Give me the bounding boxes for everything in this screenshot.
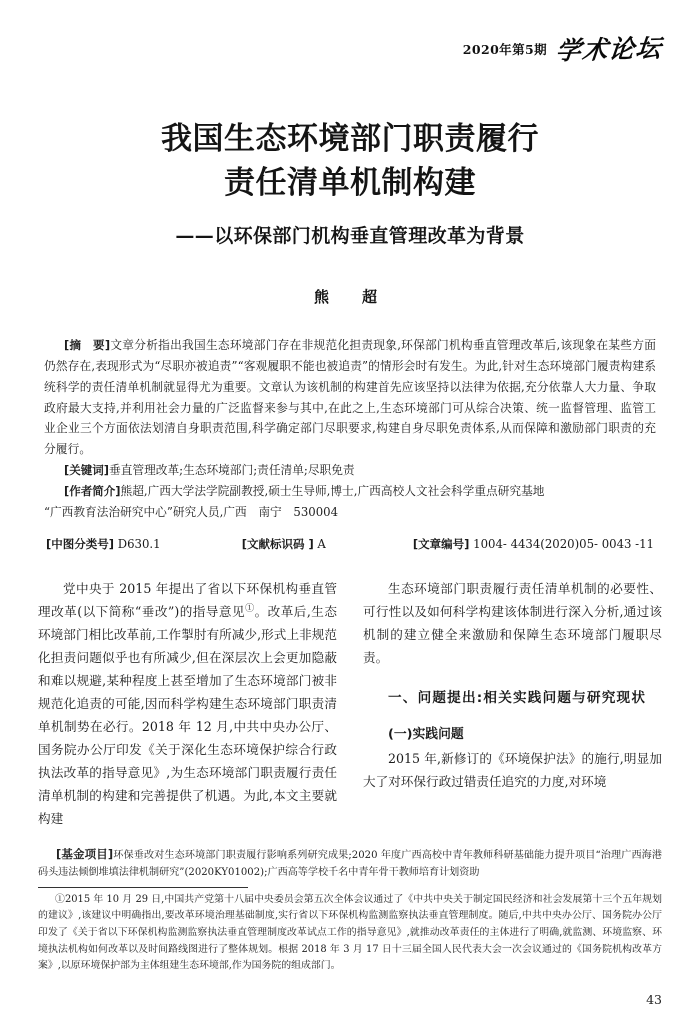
body-paragraph-right-1: 生态环境部门职责履行责任清单机制的必要性、可行性以及如何科学构建该体制进行深入分析,通过该机制的建立健全来激励和保障生态环境部门履职尽责。 — [363, 581, 662, 666]
subsection-heading-1: (一)实践问题 — [388, 726, 464, 742]
section-heading-1: 一、问题提出:相关实践问题与研究现状 — [388, 690, 647, 707]
keywords-label: [关键词] — [64, 463, 110, 477]
document-code-label: [文献标识码 ] — [241, 537, 314, 552]
body-paragraph-left-1 — [38, 578, 337, 830]
footnote-marker-1[interactable]: ① — [245, 604, 255, 615]
author-bio-line-cont: “广西教育法治研究中心”研究人员,广西 南宁 530004 — [44, 504, 339, 519]
article-id-value: 1004- 4434(2020)05- 0043 -11 — [473, 537, 654, 552]
page-number: 43 — [646, 992, 662, 1007]
clc-value: D630.1 — [117, 537, 161, 552]
page-masthead — [38, 0, 664, 66]
footnote-1 — [38, 892, 662, 975]
document-code-value: A — [317, 537, 326, 552]
fund-project-text: 环保垂改对生态环境部门职责履行影响系列研究成果;2020 年度广西高校中青年教师科研基础能力提升项目“治理广西海港码头违法倾倒堆填法律机制研究”(2020KY01002);广西高等学校千名中青年骨干教师培育计划资助 — [38, 849, 662, 879]
issue-label: 2020年第5期 — [462, 42, 547, 57]
body-column-right — [363, 578, 662, 830]
author-name: 熊 超 — [313, 288, 386, 307]
title-block — [38, 117, 662, 248]
abstract-label: [摘 要] — [64, 338, 111, 353]
footnote-1-marker: ① — [55, 893, 65, 905]
footnotes-area — [38, 845, 662, 975]
journal-logo: 学术论坛 — [554, 33, 664, 66]
metadata-block — [38, 335, 662, 522]
body-left-1-text: 党中央于 2015 年提出了省以下环保机构垂直管理改革(以下简称“垂改”)的指导意见 — [38, 581, 337, 620]
footnote-divider — [38, 887, 248, 888]
abstract-paragraph — [44, 335, 656, 460]
keywords-line — [44, 460, 656, 481]
article-id-label: [文章编号] — [412, 537, 470, 552]
body-columns — [38, 578, 662, 830]
clc-number-cell — [46, 536, 242, 552]
article-title-line-1: 我国生态环境部门职责履行 — [161, 121, 539, 157]
fund-project-label: [基金项目] — [56, 846, 114, 861]
author-bio-text: 熊超,广西大学法学院副教授,硕士生导师,博士,广西高校人文社会科学重点研究基地 — [120, 483, 545, 498]
body-column-left — [38, 578, 337, 830]
article-title-line-2: 责任清单机制构建 — [224, 165, 476, 202]
body-paragraph-right-2: 2015 年,新修订的《环境保护法》的施行,明显加大了对环保行政过错责任追究的力度,对环境 — [363, 750, 662, 789]
fund-project-note — [38, 845, 662, 882]
author-bio-line — [44, 481, 656, 502]
abstract-text: 文章分析指出我国生态环境部门存在非规范化担责现象,环保部门机构垂直管理改革后,该现象在某些方面仍然存在,表现形式为“尽职亦被追责”“客观履职不能也被追责”的情形会时有发生。为此,针对生态环境部门履责构建系统科学的责任清单机制就显得尤为重要。文章认为该机制的构建首先应该坚持以法律为依据,充分依靠人大力量、争取政府最大支持,并利用社会力量的广泛监督来参与其中,在此之上,生态环境部门可从综合决策、统一监督管理、监管工业企业三个方面依法划清自身职责范围,科学确定部门尽职要求,构建自身尽职免责体系,从而保障和激励部门职责的充分履行。 — [44, 338, 656, 457]
article-subtitle: ——以环保部门机构垂直管理改革为背景 — [175, 225, 525, 248]
classification-row — [38, 536, 662, 552]
article-id-cell — [413, 536, 654, 552]
clc-label: [中图分类号] — [46, 537, 115, 552]
author-bio-label: [作者简介] — [64, 483, 121, 498]
body-left-1-rest: 。改革后,生态环境部门相比改革前,工作掣肘有所减少,形式上非规范化担责问题似乎也有所减少,但在深层次上会更加隐蔽和难以规避,某种程度上甚至增加了生态环境部门被非规范化追责的可能,因而科学构建生态环境部门职责清单机制势在必行。2018 年 12 月,中共中央办公厅、国务院办公厅印发《关于深化生态环境保护综合行政执法改革的指导意见》,为生态环境部门职责履行责任清单机制的构建和完善提供了机遇。为此,本文主要就构建 — [38, 604, 337, 826]
document-code-cell — [242, 536, 413, 552]
keywords-text: 垂直管理改革;生态环境部门;责任清单;尽职免责 — [109, 463, 355, 477]
footnote-1-text: 2015 年 10 月 29 日,中国共产党第十八届中央委员会第五次全体会议通过了《中共中央关于制定国民经济和社会发展第十三个五年规划的建议》,该建议中明确指出,要改革环境治理基础制度,实行省以下环保机构监测监察执法垂直管理制度。随后,中共中央办公厅、国务院办公厅印发了《关于省以下环保机构监测监察执法垂直管理制度改革试点工作的指导意见》,就推动改革责任的主体进行了明确,就监测、环境监察、环境执法机构如何改革以及时间路线图进行了整体规划。根据 2018 年 3 月 17 日十三届全国人民代表大会一次会议通过的《国务院机构改革方案》,以原环境保护部为主体组建生态环境部,作为国务院的组成部门。 — [38, 893, 662, 972]
